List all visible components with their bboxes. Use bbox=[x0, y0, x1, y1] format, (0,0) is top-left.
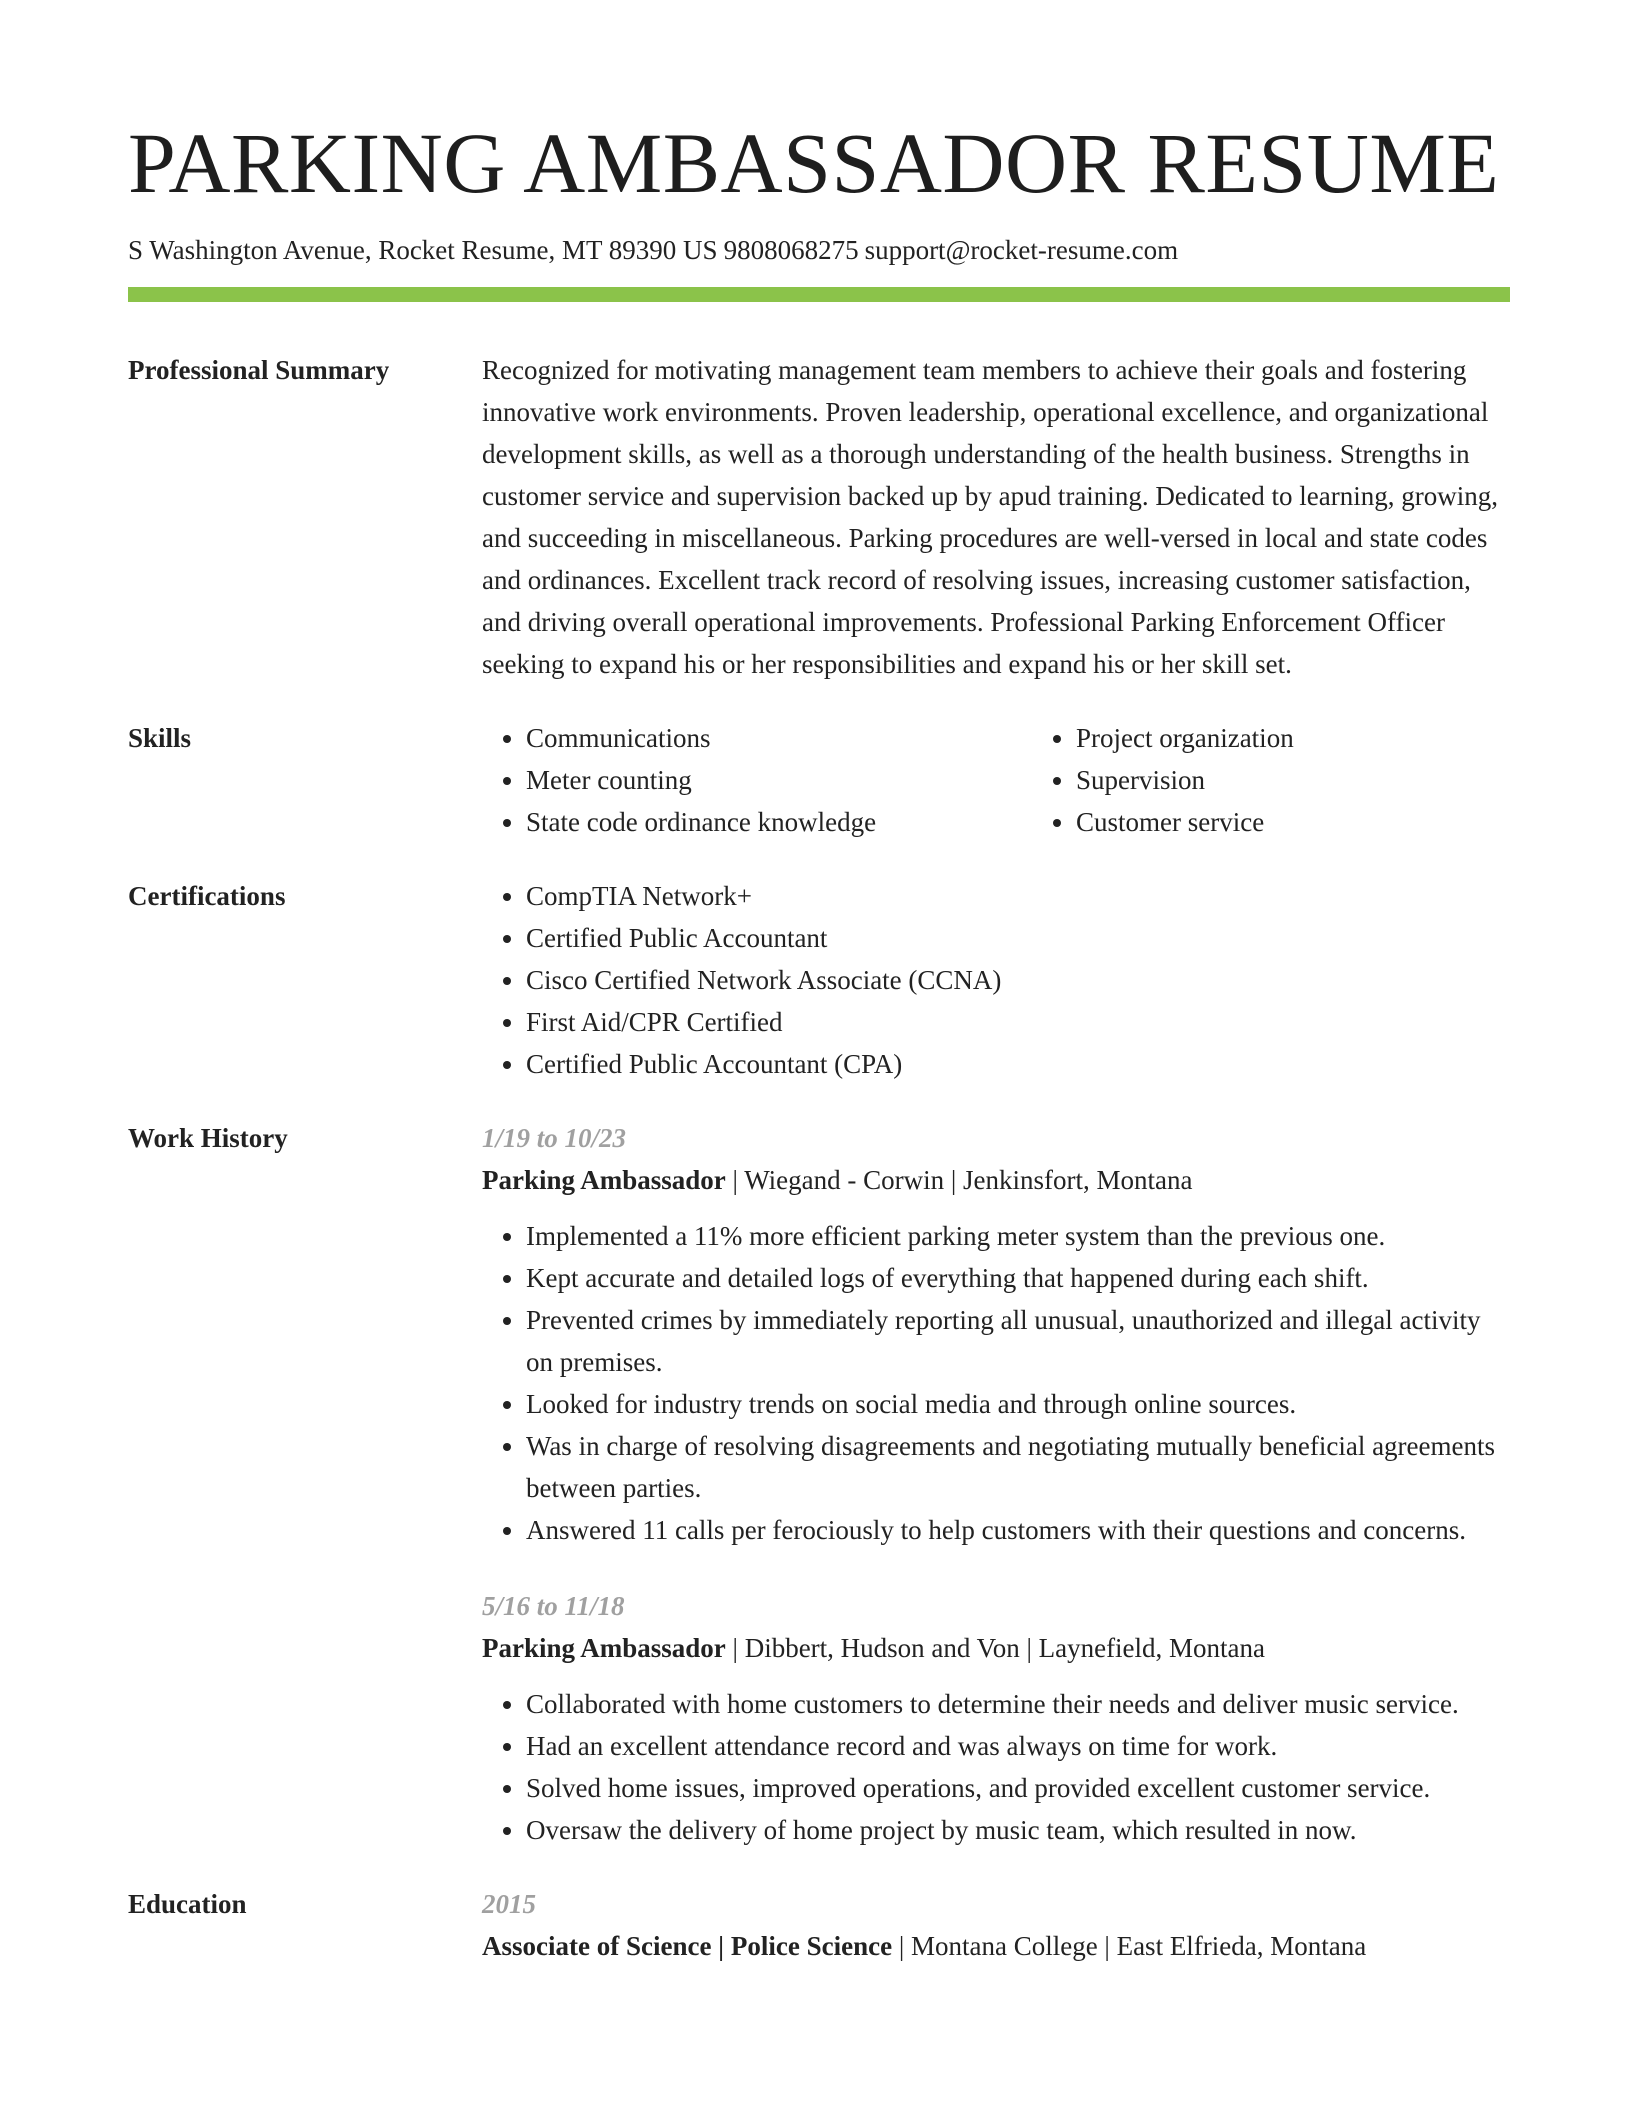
certifications-label: Certifications bbox=[128, 881, 286, 911]
contact-line bbox=[128, 232, 1184, 268]
resume-sections bbox=[128, 349, 1510, 1999]
contact-address: S Washington Avenue, Rocket Resume, MT 89390 US bbox=[128, 235, 718, 265]
job-dates: 5/16 to 11/18 bbox=[482, 1591, 625, 1621]
job-bullets bbox=[482, 1683, 1510, 1851]
education-label: Education bbox=[128, 1889, 247, 1919]
job-bullet: • Solved home issues, improved operations, and provided excellent customer service. bbox=[526, 1767, 1510, 1809]
certification-item: • Cisco Certified Network Associate (CCNA) bbox=[526, 959, 1510, 1001]
job-bullet: • Looked for industry trends on social media and through online sources. bbox=[526, 1383, 1510, 1425]
job-bullets bbox=[482, 1215, 1510, 1551]
work-history-body bbox=[482, 1117, 1510, 1851]
job-bullet: • Oversaw the delivery of home project by music team, which resulted in now. bbox=[526, 1809, 1510, 1851]
education-details: | Montana College | East Elfrieda, Montana bbox=[892, 1931, 1367, 1961]
skill-item: • Meter counting bbox=[526, 759, 1032, 801]
job-dates: 1/19 to 10/23 bbox=[482, 1123, 627, 1153]
header-divider bbox=[128, 287, 1510, 302]
skill-item: • Communications bbox=[526, 717, 1032, 759]
job-bullet: • Implemented a 11% more efficient parking meter system than the previous one. bbox=[526, 1215, 1510, 1257]
job-bullet: • Was in charge of resolving disagreements and negotiating mutually beneficial agreements between parties. bbox=[526, 1425, 1510, 1509]
education-year: 2015 bbox=[482, 1889, 536, 1919]
education-body bbox=[482, 1883, 1510, 1967]
job-entry bbox=[482, 1117, 1510, 1551]
job-details: | Dibbert, Hudson and Von | Laynefield, Montana bbox=[725, 1633, 1266, 1663]
certification-item: • First Aid/CPR Certified bbox=[526, 1001, 1510, 1043]
skill-item: • Supervision bbox=[1076, 759, 1536, 801]
skills-list bbox=[482, 717, 1536, 843]
certifications-list bbox=[482, 875, 1510, 1085]
work-history-label: Work History bbox=[128, 1123, 288, 1153]
work-history-section bbox=[128, 1117, 1510, 1851]
contact-email: support@rocket-resume.com bbox=[864, 235, 1179, 265]
certifications-body bbox=[482, 875, 1510, 1085]
skills-column-right bbox=[1032, 717, 1536, 843]
education-section bbox=[128, 1883, 1510, 1967]
job-bullet: • Prevented crimes by immediately reporting all unusual, unauthorized and illegal activity on premises. bbox=[526, 1299, 1510, 1383]
contact-phone: 9808068275 bbox=[723, 235, 859, 265]
summary-text: Recognized for motivating management team members to achieve their goals and fostering innovative work environments. Proven leadership, operational excellence, and organizational development skills, as well as a thorough understanding of the health business. Strengths in customer service and supervision backed up by apud training. Dedicated to learning, growing, and succeeding in miscellaneous. Parking procedures are well-versed in local and state codes and ordinances. Excellent track record of resolving issues, increasing customer satisfaction, and driving overall operational improvements. Professional Parking Enforcement Officer seeking to expand his or her responsibilities and expand his or her skill set. bbox=[482, 355, 1498, 679]
skill-item: • Project organization bbox=[1076, 717, 1536, 759]
job-details: | Wiegand - Corwin | Jenkinsfort, Montana bbox=[725, 1165, 1193, 1195]
skill-item: • State code ordinance knowledge bbox=[526, 801, 1032, 843]
job-bullet: • Kept accurate and detailed logs of everything that happened during each shift. bbox=[526, 1257, 1510, 1299]
skills-column-left bbox=[482, 717, 1032, 843]
summary-body bbox=[482, 349, 1510, 685]
job-bullet: • Collaborated with home customers to determine their needs and deliver music service. bbox=[526, 1683, 1510, 1725]
education-degree: Associate of Science | Police Science bbox=[482, 1931, 893, 1961]
certification-item: • Certified Public Accountant (CPA) bbox=[526, 1043, 1510, 1085]
certification-item: • Certified Public Accountant bbox=[526, 917, 1510, 959]
job-bullet: • Answered 11 calls per ferociously to help customers with their questions and concerns. bbox=[526, 1509, 1510, 1551]
job-title: Parking Ambassador bbox=[482, 1165, 726, 1195]
education-heading bbox=[482, 1925, 1510, 1967]
skills-section bbox=[128, 717, 1510, 843]
job-title: Parking Ambassador bbox=[482, 1633, 726, 1663]
resume-title: PARKING AMBASSADOR RESUME bbox=[128, 115, 1500, 211]
job-heading bbox=[482, 1627, 1510, 1669]
summary-label: Professional Summary bbox=[128, 355, 390, 385]
certifications-section bbox=[128, 875, 1510, 1085]
summary-section bbox=[128, 349, 1510, 685]
job-entry bbox=[482, 1585, 1510, 1851]
job-bullet: • Had an excellent attendance record and was always on time for work. bbox=[526, 1725, 1510, 1767]
skill-item: • Customer service bbox=[1076, 801, 1536, 843]
skills-label: Skills bbox=[128, 723, 192, 753]
certification-item: • CompTIA Network+ bbox=[526, 875, 1510, 917]
job-heading bbox=[482, 1159, 1510, 1201]
